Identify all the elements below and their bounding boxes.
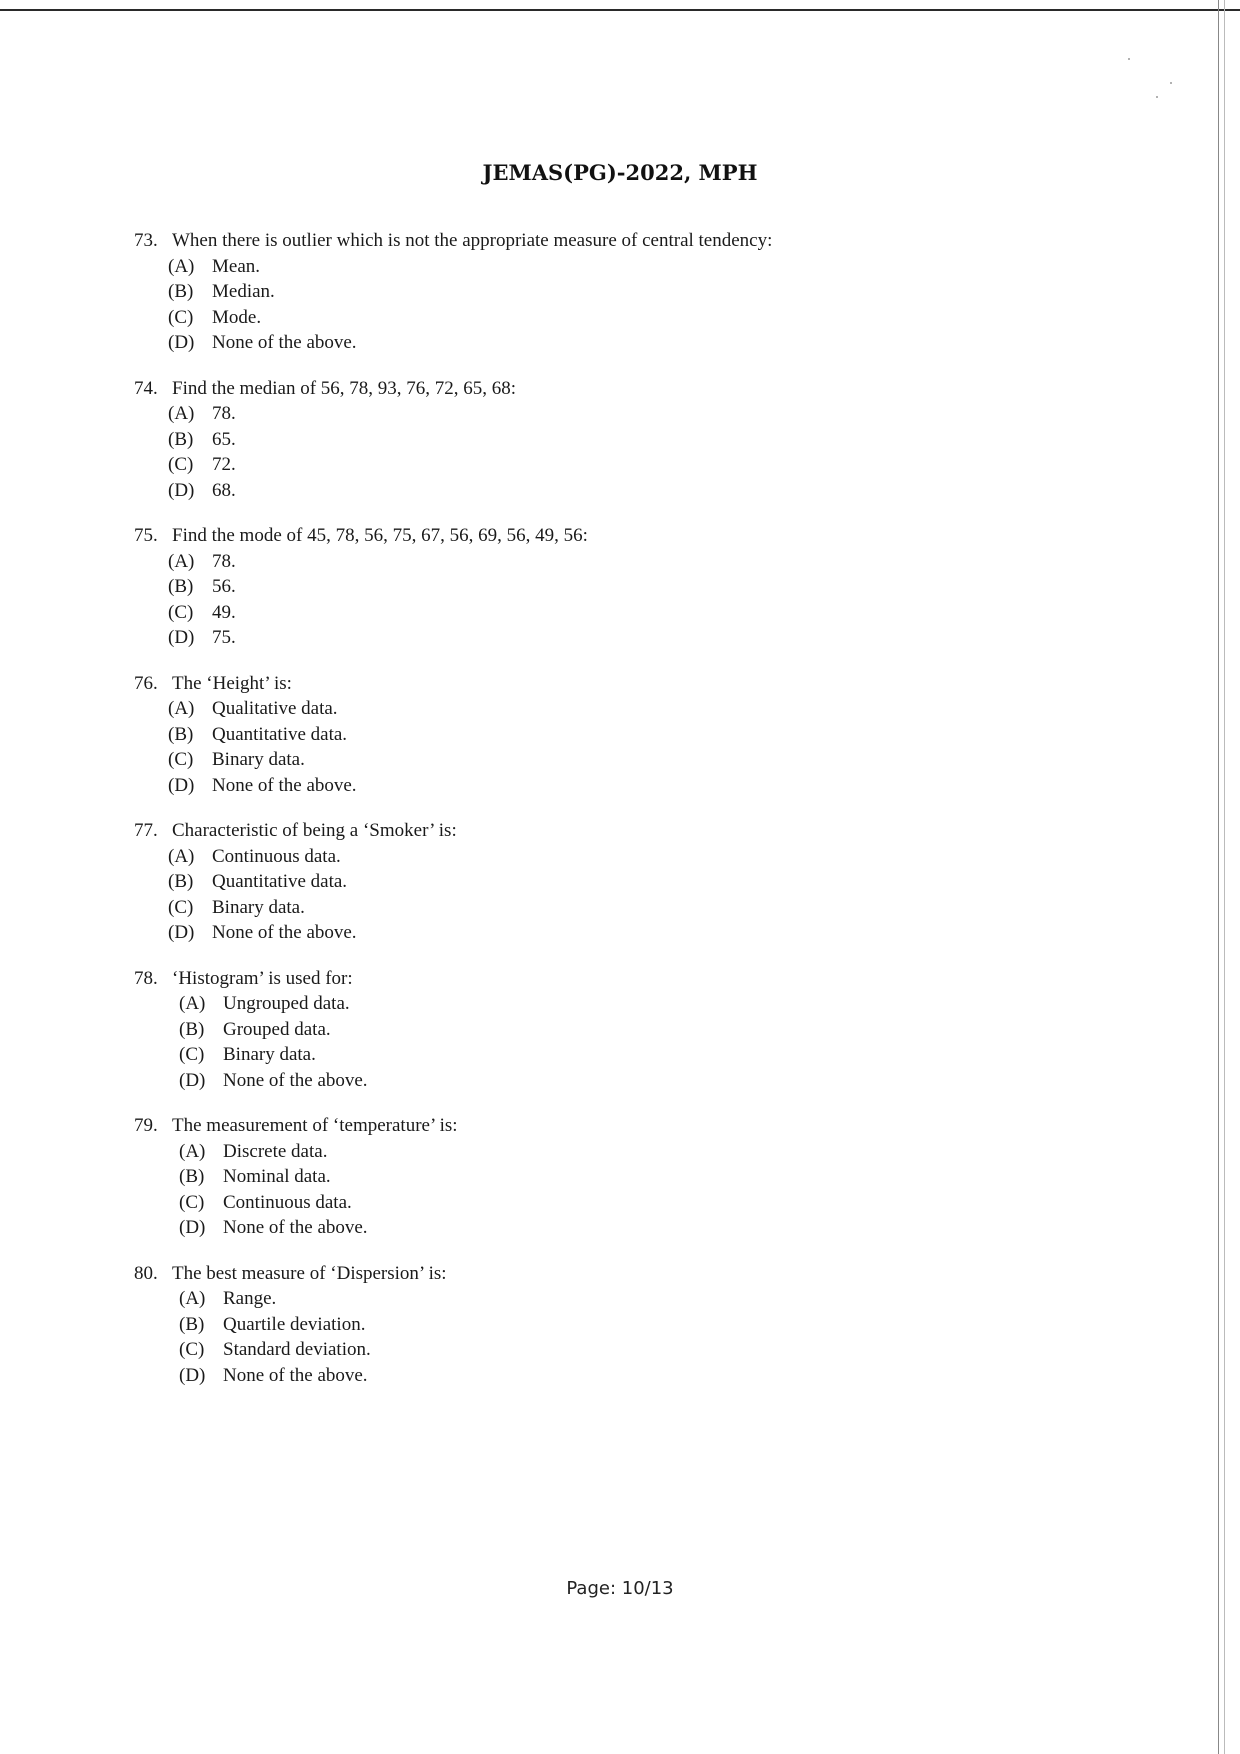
- option-letter: (A): [168, 698, 195, 719]
- question-line: [134, 1113, 1034, 1139]
- question-item: [134, 376, 1034, 504]
- question-line: [134, 966, 1034, 992]
- question-item: [134, 671, 1034, 799]
- option-text: Mean.: [212, 255, 261, 277]
- option-letter: (D): [179, 1069, 206, 1091]
- answer-option: [134, 1139, 1034, 1165]
- question-number: 73.: [134, 230, 158, 251]
- answer-option: [134, 254, 1034, 280]
- option-letter: (B): [168, 576, 194, 597]
- answer-option: [134, 1164, 1034, 1190]
- option-text: 72.: [212, 454, 236, 475]
- answer-option: [134, 1337, 1034, 1363]
- option-text: Quantitative data.: [212, 871, 348, 892]
- answer-option: [134, 478, 1034, 504]
- question-item: [134, 818, 1034, 946]
- option-text: Ungrouped data.: [223, 993, 350, 1014]
- option-letter: (A): [179, 993, 206, 1014]
- page-number: Page: 10/13: [566, 1578, 674, 1599]
- option-letter: (C): [168, 749, 194, 770]
- scan-speck: [1170, 82, 1172, 84]
- answer-option: [134, 1215, 1034, 1241]
- scan-speck: [1128, 58, 1130, 60]
- question-line: [134, 523, 1034, 549]
- answer-option: [134, 1190, 1034, 1216]
- option-letter: (D): [179, 1364, 206, 1386]
- option-text: Mode.: [212, 306, 262, 328]
- answer-option: [134, 1017, 1034, 1043]
- top-border-line: [0, 9, 1240, 11]
- option-letter: (D): [179, 1217, 206, 1238]
- scan-speck: [1156, 96, 1158, 98]
- option-text: 49.: [212, 601, 236, 623]
- question-item: [134, 228, 1034, 356]
- answer-option: [134, 1286, 1034, 1312]
- option-text: None of the above.: [212, 774, 357, 796]
- question-item: [134, 1261, 1034, 1389]
- question-item: [134, 966, 1034, 1094]
- option-text: None of the above.: [212, 332, 357, 353]
- answer-option: [134, 844, 1034, 870]
- question-number: 79.: [134, 1115, 158, 1136]
- option-text: Discrete data.: [223, 1140, 328, 1162]
- option-text: 78.: [212, 403, 236, 424]
- option-letter: (C): [168, 601, 194, 623]
- answer-option: [134, 305, 1034, 331]
- answer-option: [134, 330, 1034, 356]
- option-letter: (B): [179, 1166, 205, 1187]
- question-text: The measurement of ‘temperature’ is:: [172, 1115, 458, 1136]
- option-letter: (A): [168, 845, 195, 867]
- option-letter: (B): [168, 723, 194, 745]
- option-text: 65.: [212, 428, 236, 450]
- option-text: 56.: [212, 576, 236, 597]
- option-text: Median.: [212, 281, 275, 302]
- option-text: Binary data.: [223, 1044, 316, 1065]
- option-text: Grouped data.: [223, 1018, 331, 1040]
- option-text: Quartile deviation.: [223, 1313, 366, 1335]
- option-letter: (C): [179, 1191, 205, 1213]
- option-letter: (A): [179, 1288, 206, 1309]
- answer-option: [134, 920, 1034, 946]
- answer-option: [134, 1363, 1034, 1389]
- answer-option: [134, 696, 1034, 722]
- option-letter: (D): [168, 627, 195, 648]
- question-item: [134, 523, 1034, 651]
- option-text: Binary data.: [212, 896, 305, 918]
- option-letter: (D): [168, 774, 195, 796]
- answer-option: [134, 895, 1034, 921]
- option-text: Nominal data.: [223, 1166, 331, 1187]
- answer-option: [134, 574, 1034, 600]
- option-letter: (C): [179, 1044, 205, 1065]
- answer-option: [134, 773, 1034, 799]
- question-line: [134, 671, 1034, 697]
- scan-edge-line: [1224, 0, 1225, 1754]
- question-number: 75.: [134, 525, 158, 546]
- option-text: Quantitative data.: [212, 723, 348, 745]
- answer-option: [134, 991, 1034, 1017]
- option-text: None of the above.: [223, 1364, 368, 1386]
- answer-option: [134, 279, 1034, 305]
- question-text: ‘Histogram’ is used for:: [172, 967, 353, 989]
- answer-option: [134, 625, 1034, 651]
- answer-option: [134, 427, 1034, 453]
- option-letter: (D): [168, 332, 195, 353]
- answer-option: [134, 869, 1034, 895]
- option-text: 75.: [212, 627, 236, 648]
- question-text: The ‘Height’ is:: [172, 672, 292, 694]
- option-letter: (A): [168, 255, 195, 277]
- option-letter: (A): [179, 1140, 206, 1162]
- answer-option: [134, 1042, 1034, 1068]
- option-letter: (B): [168, 281, 194, 302]
- question-line: [134, 228, 1034, 254]
- question-line: [134, 1261, 1034, 1287]
- option-letter: (D): [168, 922, 195, 943]
- page-title: JEMAS(PG)-2022, MPH: [482, 160, 758, 185]
- option-letter: (C): [168, 896, 194, 918]
- question-number: 74.: [134, 377, 158, 399]
- option-text: None of the above.: [223, 1217, 368, 1238]
- option-text: Continuous data.: [223, 1191, 352, 1213]
- option-letter: (B): [168, 871, 194, 892]
- answer-option: [134, 600, 1034, 626]
- option-text: Standard deviation.: [223, 1339, 371, 1360]
- question-number: 80.: [134, 1262, 158, 1284]
- answer-option: [134, 747, 1034, 773]
- question-text: Characteristic of being a ‘Smoker’ is:: [172, 820, 457, 841]
- question-list: [134, 228, 1034, 1408]
- option-text: Range.: [223, 1288, 277, 1309]
- option-text: 78.: [212, 550, 236, 572]
- answer-option: [134, 1312, 1034, 1338]
- option-letter: (C): [179, 1339, 205, 1360]
- option-letter: (D): [168, 479, 195, 501]
- question-line: [134, 376, 1034, 402]
- answer-option: [134, 401, 1034, 427]
- option-text: Continuous data.: [212, 845, 341, 867]
- option-letter: (B): [168, 428, 194, 450]
- question-item: [134, 1113, 1034, 1241]
- question-text: When there is outlier which is not the appropriate measure of central tendency:: [172, 230, 773, 251]
- scan-edge-line: [1218, 0, 1219, 1754]
- question-line: [134, 818, 1034, 844]
- option-text: None of the above.: [223, 1069, 368, 1091]
- option-letter: (A): [168, 403, 195, 424]
- answer-option: [134, 722, 1034, 748]
- option-letter: (B): [179, 1018, 205, 1040]
- answer-option: [134, 452, 1034, 478]
- option-letter: (A): [168, 550, 195, 572]
- option-letter: (B): [179, 1313, 205, 1335]
- option-text: 68.: [212, 479, 236, 501]
- question-text: Find the mode of 45, 78, 56, 75, 67, 56, 69, 56, 49, 56:: [172, 525, 588, 546]
- option-text: Binary data.: [212, 749, 305, 770]
- option-text: None of the above.: [212, 922, 357, 943]
- answer-option: [134, 1068, 1034, 1094]
- question-number: 76.: [134, 672, 158, 694]
- question-number: 77.: [134, 820, 158, 841]
- question-text: Find the median of 56, 78, 93, 76, 72, 65, 68:: [172, 377, 517, 399]
- option-letter: (C): [168, 306, 194, 328]
- option-text: Qualitative data.: [212, 698, 338, 719]
- option-letter: (C): [168, 454, 194, 475]
- question-number: 78.: [134, 967, 158, 989]
- question-text: The best measure of ‘Dispersion’ is:: [172, 1262, 447, 1284]
- answer-option: [134, 549, 1034, 575]
